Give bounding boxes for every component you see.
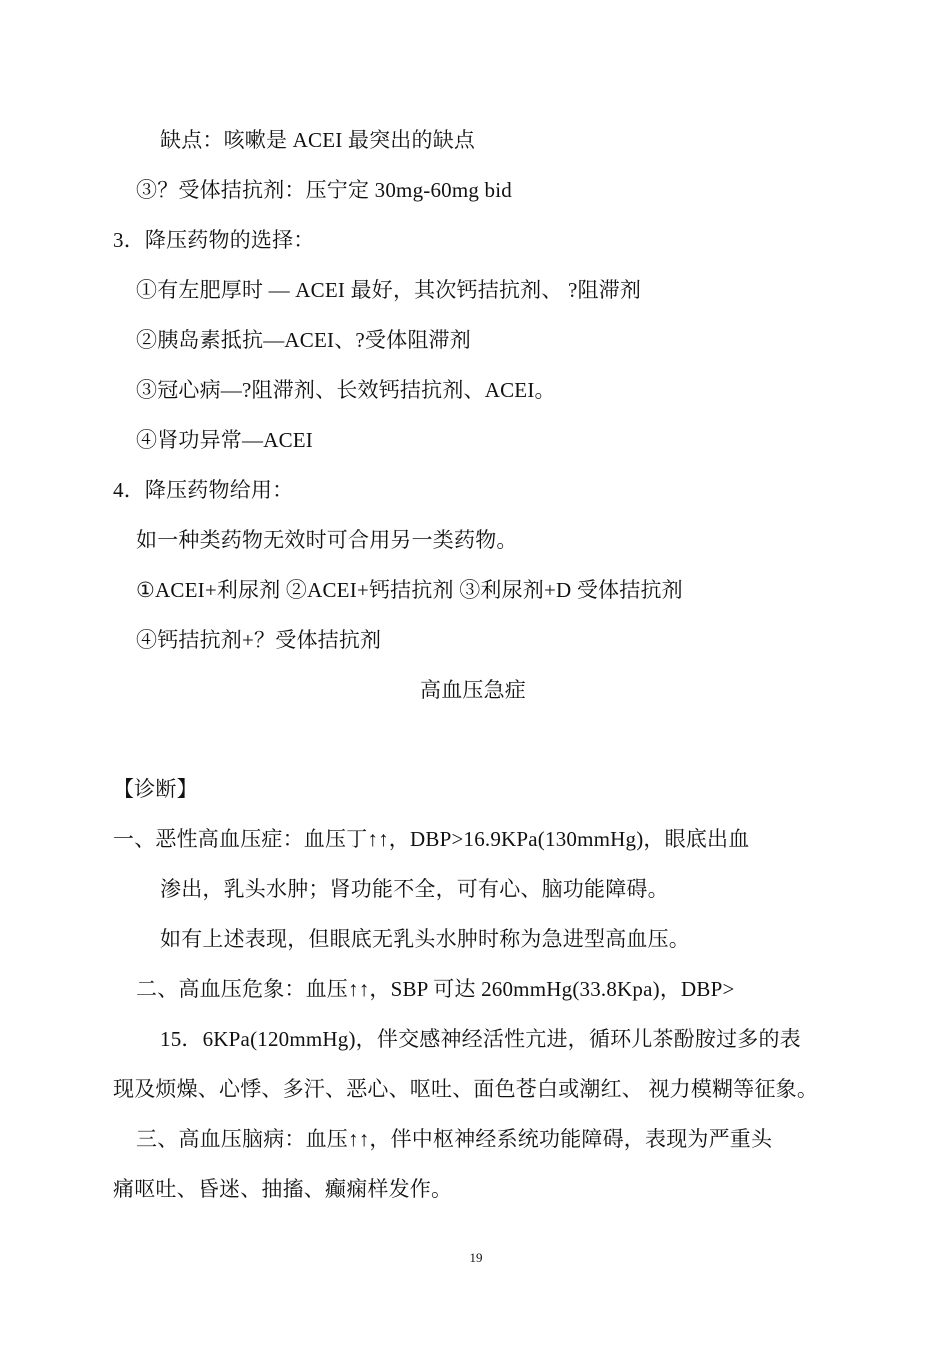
text-line-acei-drawback: 缺点：咳嗽是 ACEI 最突出的缺点 <box>160 128 476 152</box>
text-line-combination-intro: 如一种类药物无效时可合用另一类药物。 <box>136 528 518 552</box>
text-line-insulin-resistance: ②胰岛素抵抗—ACEI、?受体阻滞剂 <box>136 328 471 352</box>
text-line-malignant-hypertension: 一、恶性高血压症：血压丁↑↑，DBP>16.9KPa(130mmHg)，眼底出血 <box>113 827 750 851</box>
section-title-hypertensive-emergency: 高血压急症 <box>420 678 526 702</box>
section-heading-combination: 4．降压药物给用： <box>113 478 294 502</box>
text-line-lv-hypertrophy: ①有左肥厚时 — ACEI 最好，其次钙拮抗剂、 ?阻滞剂 <box>136 278 642 302</box>
text-line-combination-list: ①ACEI+利尿剂 ②ACEI+钙拮抗剂 ③利尿剂+D 受体拮抗剂 <box>136 578 683 602</box>
text-line-crisis-continued: 15．6KPa(120mmHg)，伴交感神经活性亢进，循环儿茶酚胺过多的表 <box>160 1027 801 1051</box>
text-line-hypertensive-encephalopathy: 三、高血压脑病：血压↑↑，伴中枢神经系统功能障碍，表现为严重头 <box>136 1127 773 1151</box>
text-line-crisis-symptoms: 现及烦燥、心悸、多汗、恶心、呕吐、面色苍白或潮红、 视力模糊等征象。 <box>113 1077 819 1101</box>
text-line-encephalopathy-continued: 痛呕吐、昏迷、抽搐、癫痫样发作。 <box>113 1177 453 1201</box>
text-line-accelerated-hypertension: 如有上述表现，但眼底无乳头水肿时称为急进型高血压。 <box>160 927 690 951</box>
text-line-coronary-disease: ③冠心病—?阻滞剂、长效钙拮抗剂、ACEI。 <box>136 378 556 402</box>
text-line-hypertensive-crisis: 二、高血压危象：血压↑↑，SBP 可达 260mmHg(33.8Kpa)，DBP> <box>136 977 735 1001</box>
text-line-receptor-antagonist: ③？受体拮抗剂：压宁定 30mg-60mg bid <box>136 178 512 202</box>
section-heading-drug-choice: 3．降压药物的选择： <box>113 228 315 252</box>
text-line-malignant-continued: 渗出，乳头水肿；肾功能不全，可有心、脑功能障碍。 <box>160 877 669 901</box>
text-line-renal-abnormality: ④肾功异常—ACEI <box>136 428 313 452</box>
page-number: 19 <box>469 1250 483 1265</box>
text-line-combination-ccb: ④钙拮抗剂+？受体拮抗剂 <box>136 628 382 652</box>
section-heading-diagnosis: 【诊断】 <box>113 777 198 801</box>
